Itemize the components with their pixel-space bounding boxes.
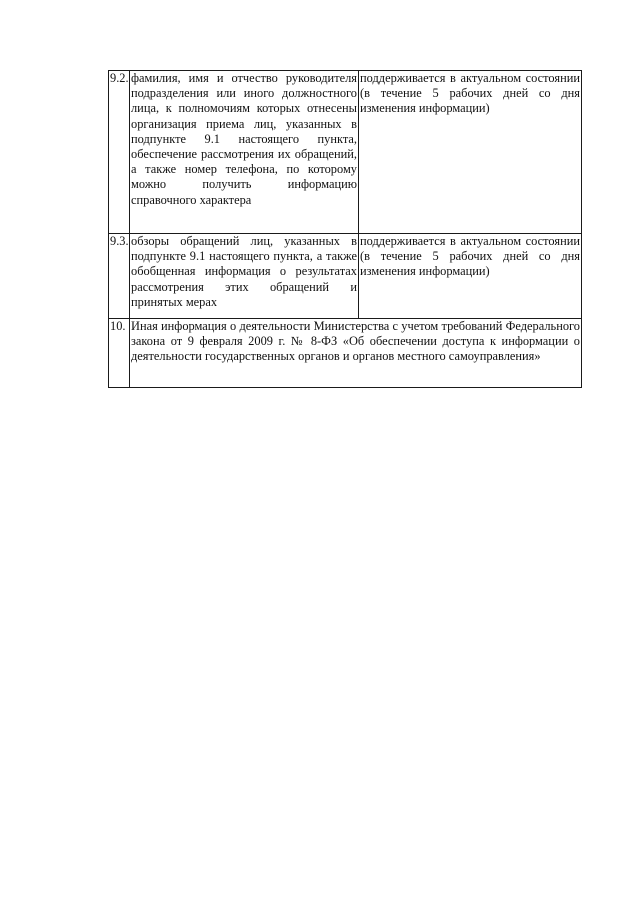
row-period: поддерживается в актуальном состоянии (в течение 5 рабочих дней со дня изменения информации) — [359, 71, 582, 234]
row-number: 9.2. — [109, 71, 130, 234]
table-row — [109, 71, 582, 234]
row-number: 9.3. — [109, 234, 130, 319]
table-row — [109, 319, 582, 388]
row-description: обзоры обращений лиц, указанных в подпункте 9.1 настоящего пункта, а также обобщенная информация о результатах рассмотрения этих обращений и принятых мерах — [130, 234, 359, 319]
table-row — [109, 234, 582, 319]
information-table — [108, 70, 582, 388]
row-number: 10. — [109, 319, 130, 388]
row-text: Иная информация о деятельности Министерства с учетом требований Федерального закона от 9 февраля 2009 г. № 8-ФЗ «Об обеспечении доступа к информации о деятельности государственных органов и органов местного самоуправления» — [130, 319, 582, 388]
row-description: фамилия, имя и отчество руководителя подразделения или иного должностного лица, к полномочиям которых отнесены организация приема лиц, указанных в подпункте 9.1 настоящего пункта, обеспечение рассмотрения их обращений, а также номер телефона, по которому можно получить информацию справочного характера — [130, 71, 359, 234]
row-period: поддерживается в актуальном состоянии (в течение 5 рабочих дней со дня изменения информации) — [359, 234, 582, 319]
